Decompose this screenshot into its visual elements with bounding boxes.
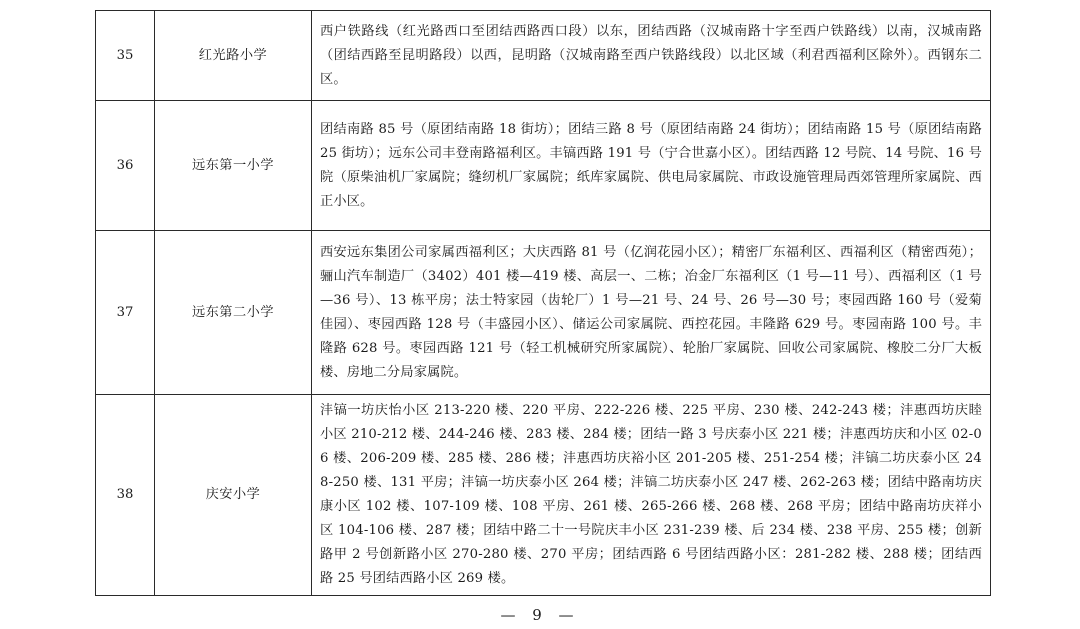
row-number: 35 — [96, 11, 155, 101]
school-name: 远东第一小学 — [155, 101, 312, 231]
row-number: 37 — [96, 231, 155, 395]
school-name: 红光路小学 — [155, 11, 312, 101]
row-number: 38 — [96, 395, 155, 596]
enrollment-area: 团结南路 85 号（原团结南路 18 街坊）；团结三路 8 号（原团结南路 24 街坊）；团结南路 15 号（原团结南路 25 街坊）；远东公司丰登南路福利区。丰镐西路 191 号（宁合世嘉小区）。团结西路 12 号院、14 号院、16 号院（原柴油机厂家属院；缝纫机厂家属院；纸库家属院、供电局家属院、市政设施管理局西郊管理所家属院、西正小区。 — [312, 101, 991, 231]
row-number: 36 — [96, 101, 155, 231]
enrollment-area: 西户铁路线（红光路西口至团结西路西口段）以东，团结西路（汉城南路十字至西户铁路线）以南，汉城南路（团结西路至昆明路段）以西，昆明路（汉城南路至西户铁路线段）以北区域（利君西福利区除外）。西钢东二区。 — [312, 11, 991, 101]
page-number: — 9 — — [500, 606, 580, 624]
school-district-table — [95, 10, 991, 596]
school-name: 远东第二小学 — [155, 231, 312, 395]
table-row — [96, 101, 991, 231]
table-row — [96, 231, 991, 395]
enrollment-area: 沣镐一坊庆怡小区 213-220 楼、220 平房、222-226 楼、225 平房、230 楼、242-243 楼；沣惠西坊庆睦小区 210-212 楼、244-246 楼、283 楼、284 楼；团结一路 3 号庆泰小区 221 楼；沣惠西坊庆和小区 02-06 楼、206-209 楼、285 楼、286 楼；沣惠西坊庆裕小区 201-205 楼、251-254 楼；沣镐二坊庆泰小区 248-250 楼、131 平房；沣镐一坊庆泰小区 264 楼；沣镐二坊庆泰小区 247 楼、262-263 楼；团结中路南坊庆康小区 102 楼、107-109 楼、108 平房、261 楼、265-266 楼、268 楼、268 平房；团结中路南坊庆祥小区 104-106 楼、287 楼；团结中路二十一号院庆丰小区 231-239 楼、后 234 楼、238 平房、255 楼；创新路甲 2 号创新路小区 270-280 楼、270 平房；团结西路 6 号团结西路小区：281-282 楼、288 楼；团结西路 25 号团结西路小区 269 楼。 — [312, 395, 991, 596]
table-row — [96, 395, 991, 596]
table-row — [96, 11, 991, 101]
enrollment-area: 西安远东集团公司家属西福利区；大庆西路 81 号（亿润花园小区）；精密厂东福利区、西福利区（精密西苑）；骊山汽车制造厂（3402）401 楼—419 楼、高层一、二栋；冶金厂东福利区（1 号—11 号）、西福利区（1 号—36 号）、13 栋平房；法士特家园（齿轮厂）1 号—21 号、24 号、26 号—30 号；枣园西路 160 号（爱菊佳园）、枣园西路 128 号（丰盛园小区）、储运公司家属院、西控花园。丰隆路 629 号。枣园南路 100 号。丰隆路 628 号。枣园西路 121 号（轻工机械研究所家属院）、轮胎厂家属院、回收公司家属院、橡胶二分厂大板楼、房地二分局家属院。 — [312, 231, 991, 395]
school-name: 庆安小学 — [155, 395, 312, 596]
